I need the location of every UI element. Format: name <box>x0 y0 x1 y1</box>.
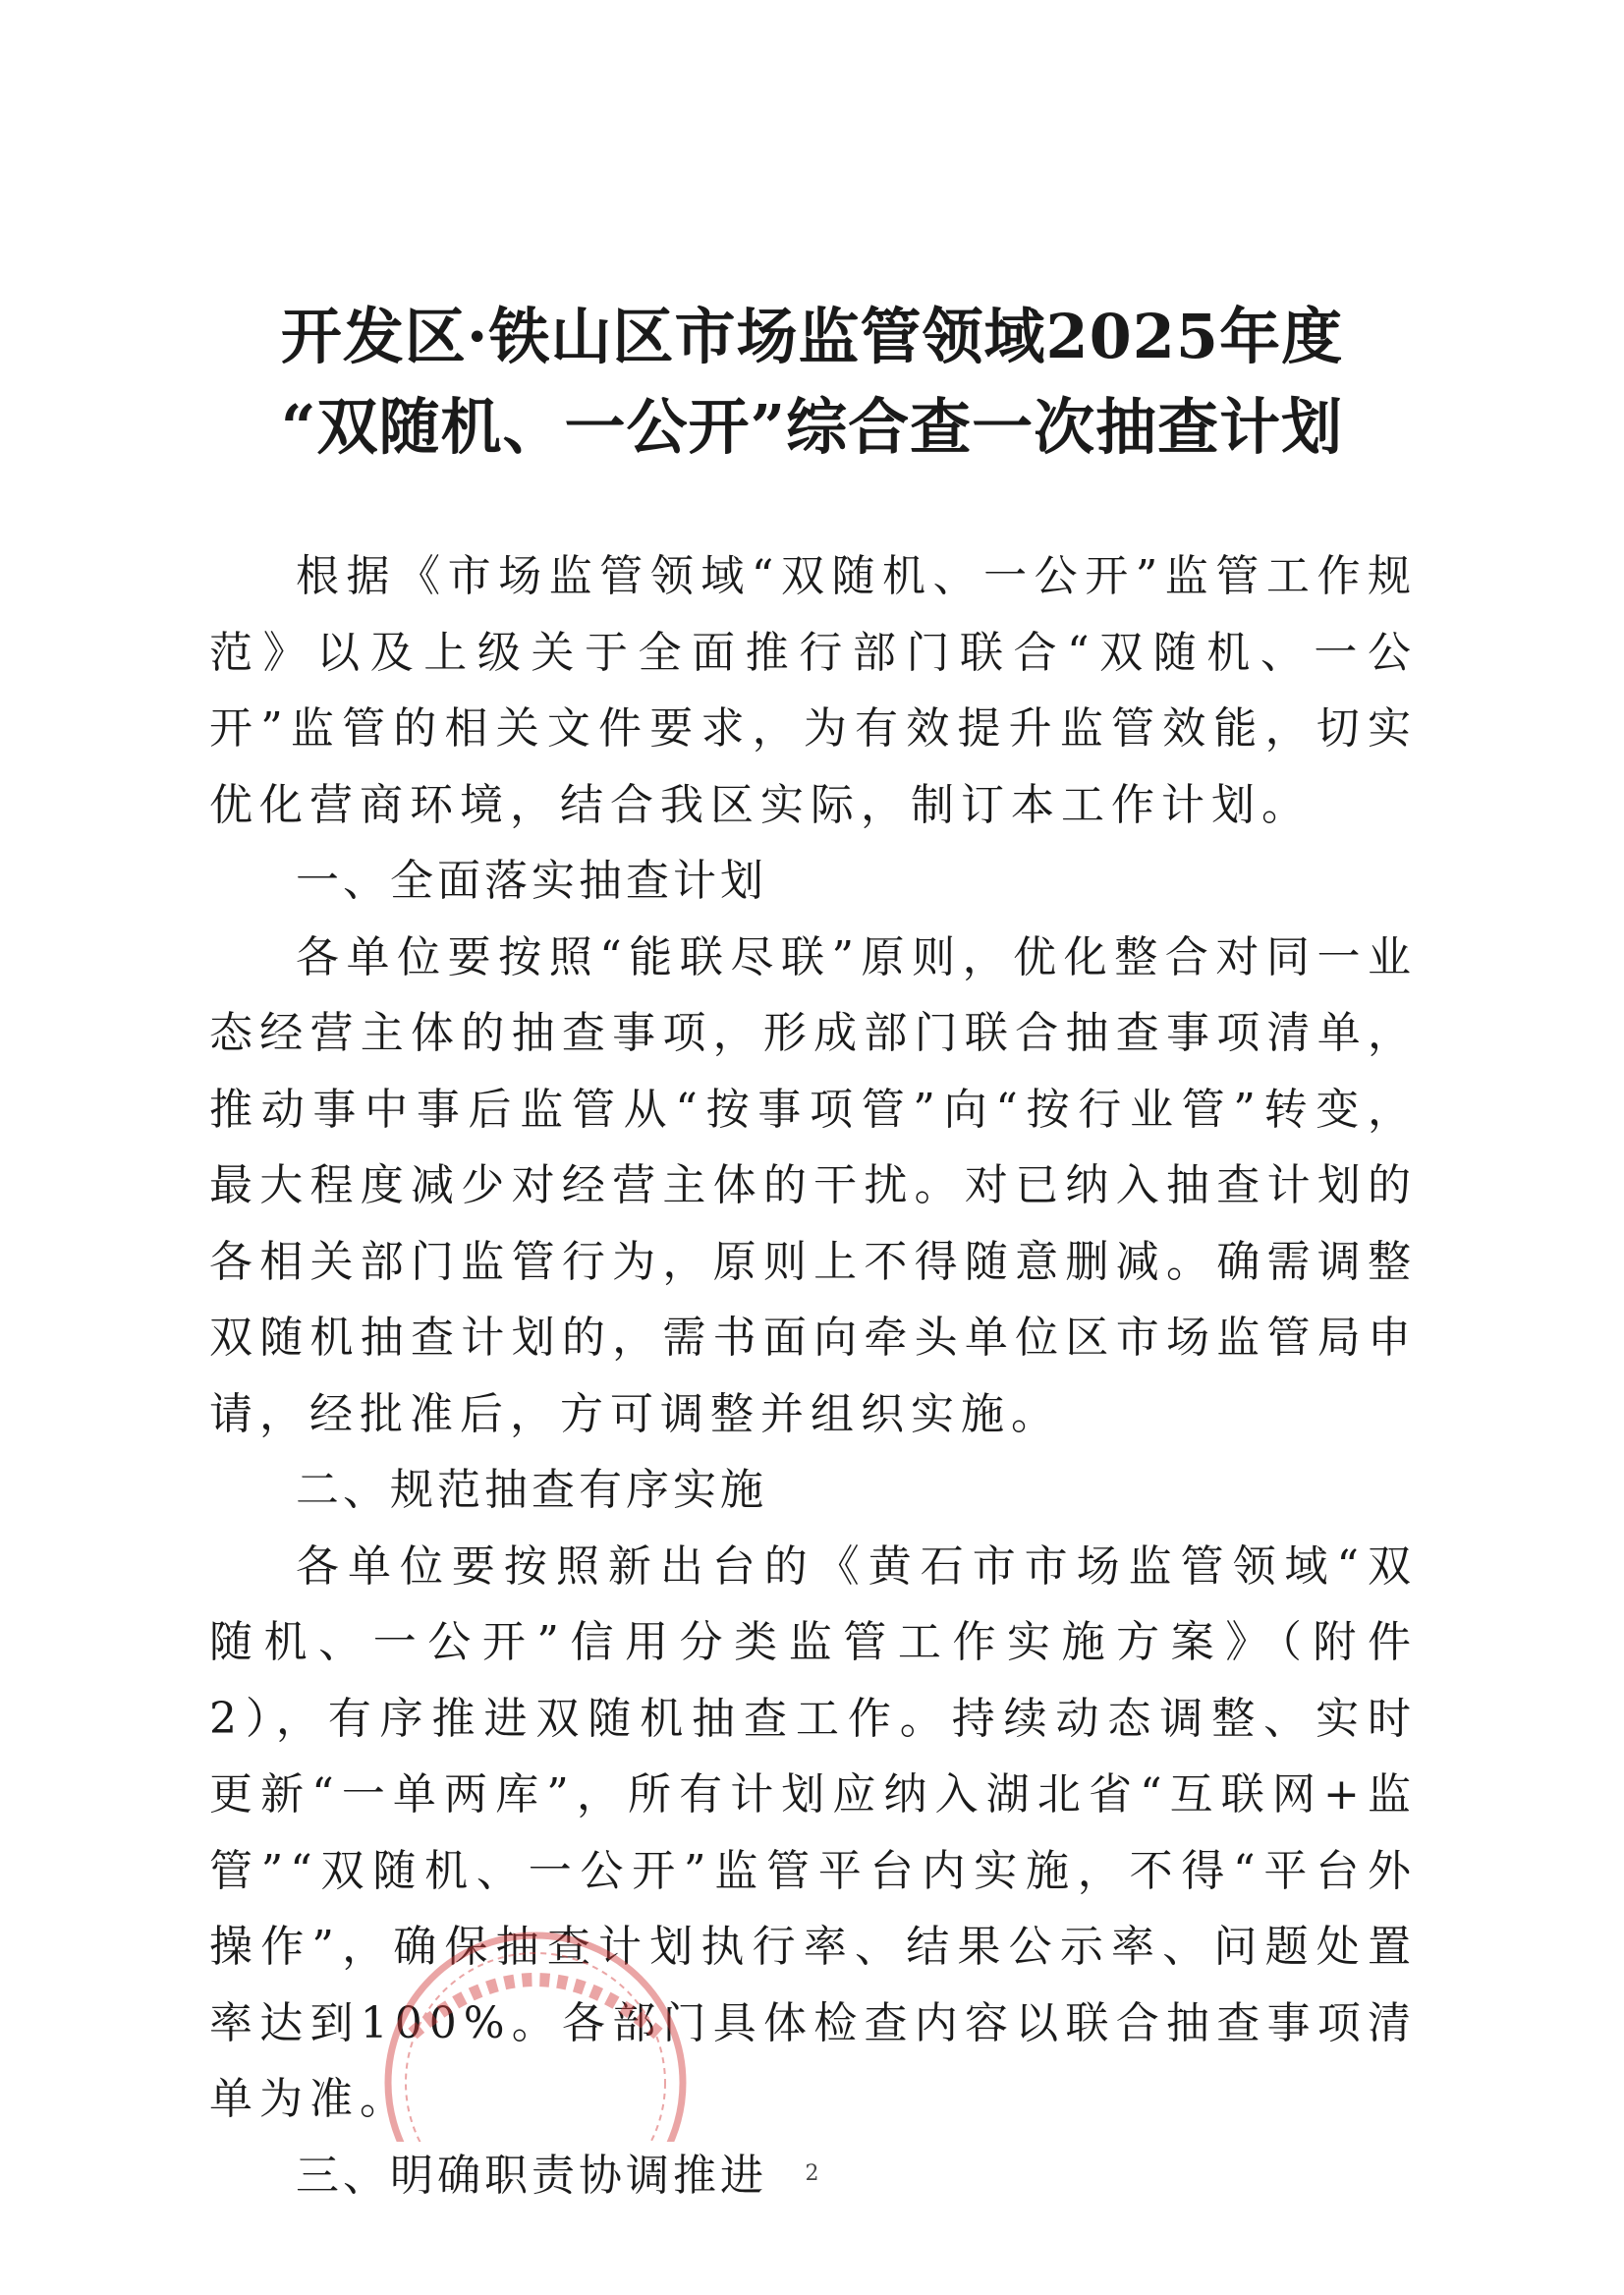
section-1-heading: 一、全面落实抽查计划 <box>296 856 767 906</box>
intro-paragraph: 根据《市场监管领域“双随机、一公开”监管工作规范》以及上级关于全面推行部门联合“双随机、一公开”监管的相关文件要求，为有效提升监管效能，切实优化营商环境，结合我区实际，制订本工作计划。 <box>209 551 1418 830</box>
section-2-paragraph: 各单位要按照新出台的《黄石市市场监管领域“双随机、一公开”信用分类监管工作实施方案》（附件2），有序推进双随机抽查工作。持续动态调整、实时更新“一单两库”，所有计划应纳入湖北省“互联网+监管”“双随机、一公开”监管平台内实施，不得“平台外操作”，确保抽查计划执行率、结果公示率、问题处置率达到100%。各部门具体检查内容以联合抽查事项清单为准。 <box>209 1540 1418 2124</box>
document-title <box>0 292 1624 473</box>
section-2-heading: 二、规范抽查有序实施 <box>296 1465 767 1515</box>
title-line-1: 开发区·铁山区市场监管领域2025年度 <box>280 301 1344 372</box>
document-body <box>209 538 1418 2213</box>
section-1-paragraph: 各单位要按照“能联尽联”原则，优化整合对同一业态经营主体的抽查事项，形成部门联合抽查事项清单，推动事中事后监管从“按事项管”向“按行业管”转变，最大程度减少对经营主体的干扰。对已纳入抽查计划的各相关部门监管行为，原则上不得随意删减。确需调整双随机抽查计划的，需书面向牵头单位区市场监管局申请，经批准后，方可调整并组织实施。 <box>209 931 1418 1439</box>
title-line-2: “双随机、一公开”综合查一次抽查计划 <box>280 391 1344 463</box>
section-3-heading: 三、明确职责协调推进 <box>296 2150 767 2201</box>
page-number: 2 <box>805 2161 819 2186</box>
